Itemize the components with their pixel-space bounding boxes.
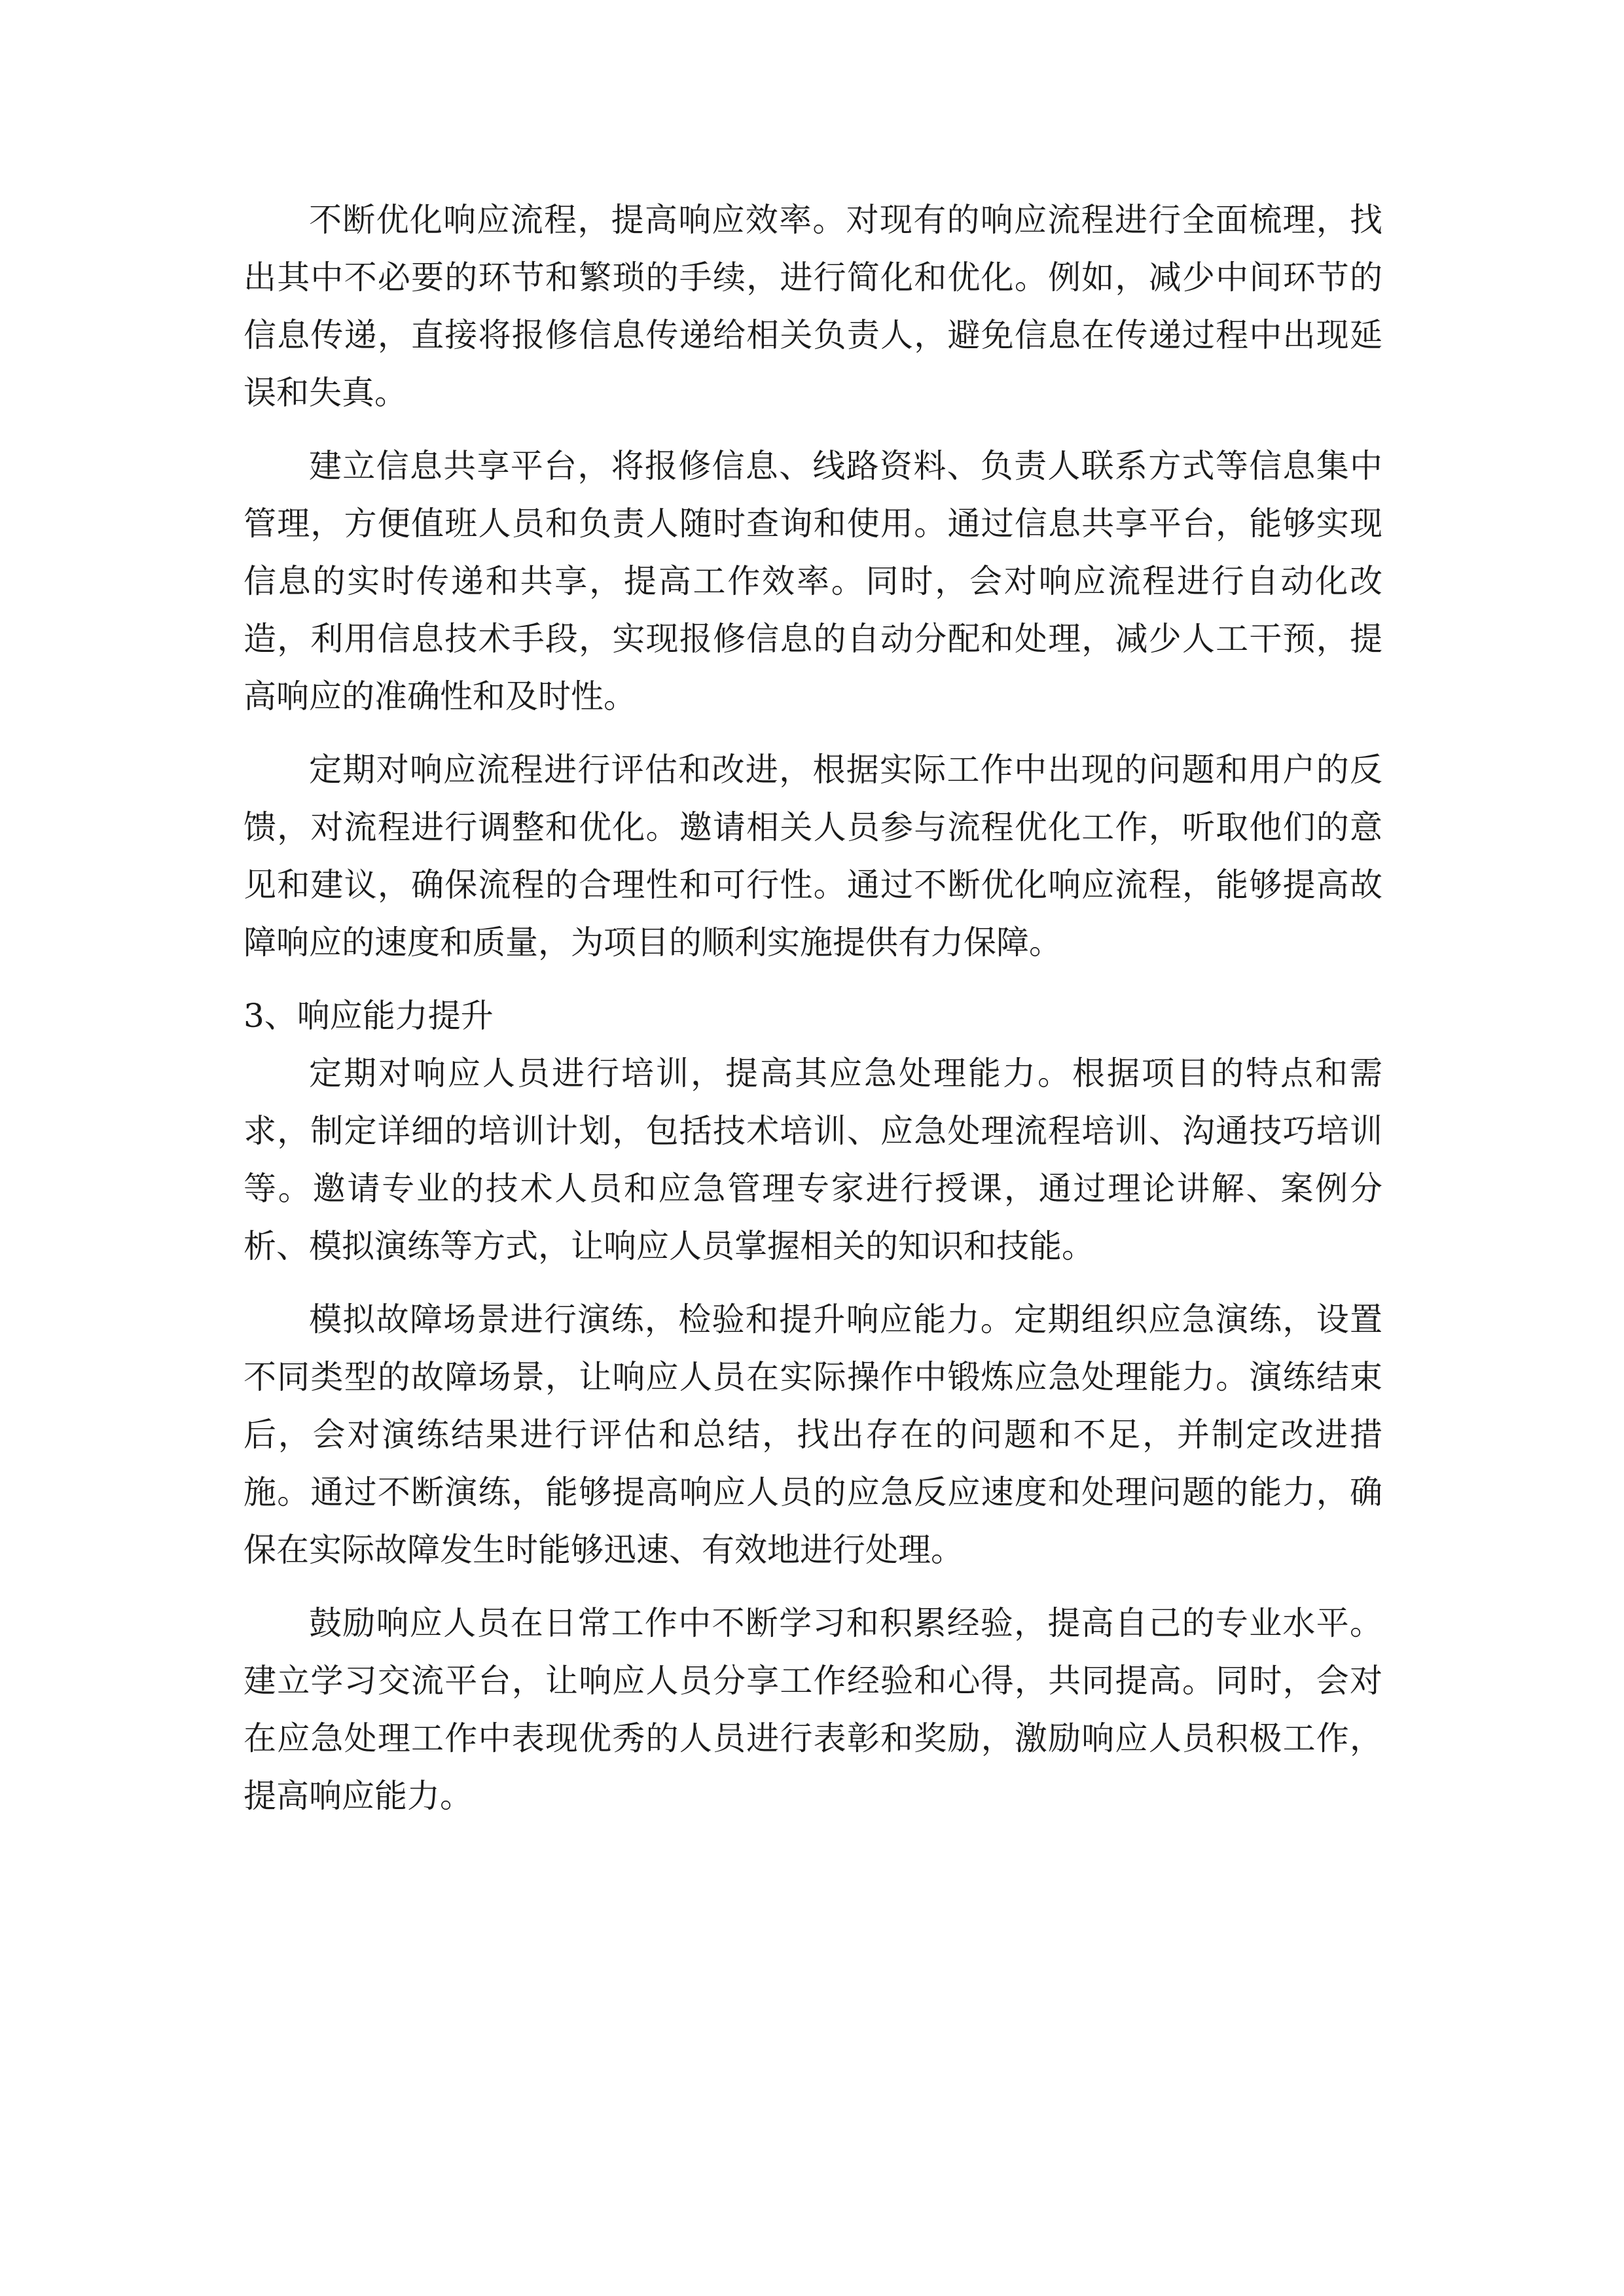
paragraph-continuous-learning: 鼓励响应人员在日常工作中不断学习和积累经验，提高自己的专业水平。建立学习交流平台，让响应人员分享工作经验和心得，共同提高。同时，会对在应急处理工作中表现优秀的人员进行表彰和奖励，激励响应人员积极工作，提高响应能力。: [244, 1604, 1382, 1815]
paragraph-periodic-evaluation: 定期对响应流程进行评估和改进，根据实际工作中出现的问题和用户的反馈，对流程进行调整和优化。邀请相关人员参与流程优化工作，听取他们的意见和建议，确保流程的合理性和可行性。通过不断优化响应流程，能够提高故障响应的速度和质量，为项目的顺利实施提供有力保障。: [244, 751, 1382, 961]
document-body: [244, 191, 1382, 1840]
paragraph-optimize-process: 不断优化响应流程，提高响应效率。对现有的响应流程进行全面梳理，找出其中不必要的环节和繁琐的手续，进行简化和优化。例如，减少中间环节的信息传递，直接将报修信息传递给相关负责人，避免信息在传递过程中出现延误和失真。: [244, 201, 1382, 412]
paragraph-info-sharing-platform: 建立信息共享平台，将报修信息、线路资料、负责人联系方式等信息集中管理，方便值班人员和负责人随时查询和使用。通过信息共享平台，能够实现信息的实时传递和共享，提高工作效率。同时，会对响应流程进行自动化改造，利用信息技术手段，实现报修信息的自动分配和处理，减少人工干预，提高响应的准确性和及时性。: [244, 447, 1382, 715]
section-heading: 3、响应能力提升: [244, 997, 494, 1035]
paragraph-drills: 模拟故障场景进行演练，检验和提升响应能力。定期组织应急演练，设置不同类型的故障场景，让响应人员在实际操作中锻炼应急处理能力。演练结束后，会对演练结果进行评估和总结，找出存在的问题和不足，并制定改进措施。通过不断演练，能够提高响应人员的应急反应速度和处理问题的能力，确保在实际故障发生时能够迅速、有效地进行处理。: [244, 1300, 1382, 1569]
paragraph-training: 定期对响应人员进行培训，提高其应急处理能力。根据项目的特点和需求，制定详细的培训计划，包括技术培训、应急处理流程培训、沟通技巧培训等。邀请专业的技术人员和应急管理专家进行授课，通过理论讲解、案例分析、模拟演练等方式，让响应人员掌握相关的知识和技能。: [244, 1054, 1382, 1265]
